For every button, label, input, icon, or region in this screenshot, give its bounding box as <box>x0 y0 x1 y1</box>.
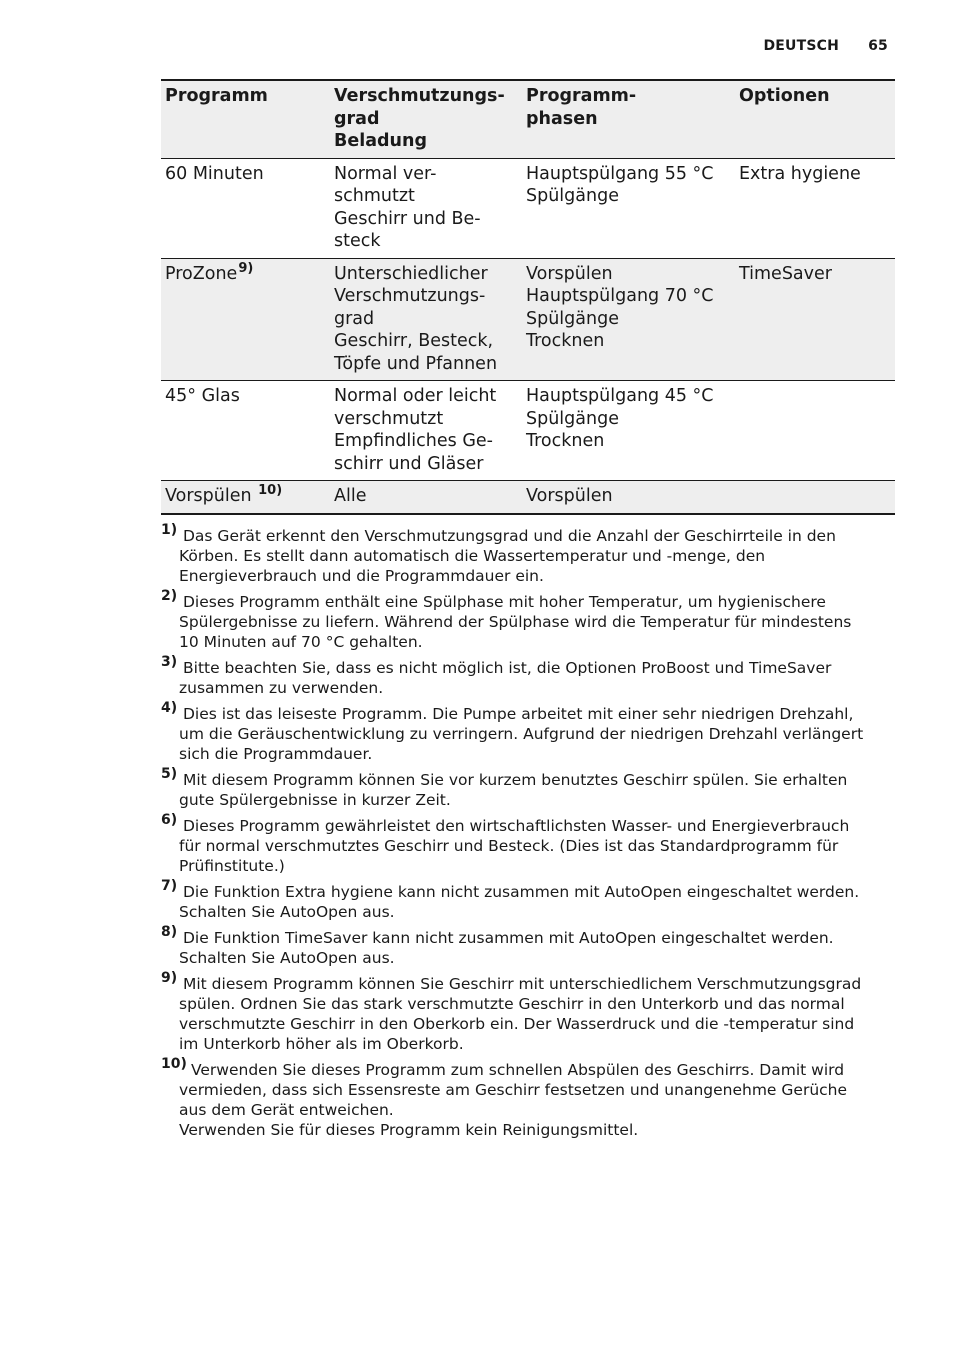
cell-soil: Alle <box>334 486 367 506</box>
page-header <box>763 38 888 54</box>
cell-options <box>735 381 895 481</box>
footnote-number: 5) <box>161 766 178 782</box>
footnote-text: Verwenden Sie dieses Programm zum schnellen Abspülen des Geschirrs. Damit wird vermieden, dass sich Essensreste am Geschirr festsetzen und unangenehme Gerüche aus dem Gerät entweichen. Verwenden Sie für dieses Programm kein Reinigungsmittel. <box>179 1061 848 1139</box>
table-row <box>161 158 895 258</box>
cell-phases: Vorspülen Hauptspülgang 70 °C Spülgänge Trocknen <box>526 263 714 351</box>
col-header-soil: Verschmutzungs- grad Beladung <box>334 86 505 151</box>
cell-program <box>161 158 330 258</box>
page-number: 65 <box>868 38 888 54</box>
program-name: ProZone <box>165 263 238 284</box>
footnote-text: Bitte beachten Sie, dass es nicht möglich ist, die Optionen ProBoost und TimeSaver zusammen zu verwenden. <box>179 659 832 697</box>
cell-options: Extra hygiene <box>739 163 861 184</box>
col-header-program: Programm <box>165 86 268 106</box>
footnote <box>161 522 891 586</box>
program-name: Vorspülen <box>165 486 258 506</box>
table-header-row <box>161 80 895 158</box>
cell-soil: Normal oder leicht verschmutzt Empfindliches Ge- schirr und Gläser <box>334 386 497 474</box>
footnote <box>161 654 891 698</box>
footnote-number: 2) <box>161 588 178 604</box>
cell-phases: Vorspülen <box>526 486 613 506</box>
footnote <box>161 766 891 810</box>
footnote-number: 10) <box>161 1056 187 1072</box>
footnote-text: Die Funktion Extra hygiene kann nicht zusammen mit AutoOpen eingeschaltet werden. Schalten Sie AutoOpen aus. <box>179 883 860 921</box>
table-row <box>161 381 895 481</box>
footnote-text: Dieses Programm enthält eine Spülphase mit hoher Temperatur, um hygienischere Spülergebnisse zu liefern. Während der Spülphase wird die Temperatur für mindestens 10 Minuten auf 70 °C gehalten. <box>179 593 852 651</box>
cell-program <box>161 258 330 381</box>
program-name: 45° Glas <box>165 386 240 406</box>
footnote <box>161 588 891 652</box>
cell-soil: Normal ver- schmutzt Geschirr und Be- steck <box>334 163 481 251</box>
footnote <box>161 878 891 922</box>
cell-program <box>161 481 330 514</box>
footnote-text: Mit diesem Programm können Sie vor kurzem benutztes Geschirr spülen. Sie erhalten gute Spülergebnisse in kurzer Zeit. <box>179 771 848 809</box>
cell-options: TimeSaver <box>739 263 832 284</box>
footnote-number: 8) <box>161 924 178 940</box>
footnotes <box>161 522 891 1146</box>
footnote-number: 9) <box>161 970 178 986</box>
cell-phases: Hauptspülgang 55 °C Spülgänge <box>526 163 714 206</box>
program-name: 60 Minuten <box>165 163 264 184</box>
footnote-number: 7) <box>161 878 178 894</box>
footnote-text: Dies ist das leiseste Programm. Die Pumpe arbeitet mit einer sehr niedrigen Drehzahl, um die Geräuschentwicklung zu verringern. Aufgrund der niedrigen Drehzahl verlängert sich die Programmdauer. <box>179 705 864 763</box>
col-header-phases: Programm- phasen <box>526 86 637 129</box>
footnote-ref: 9) <box>238 260 254 276</box>
footnote <box>161 924 891 968</box>
footnote <box>161 812 891 876</box>
footnote-text: Dieses Programm gewährleistet den wirtschaftlichsten Wasser- und Energieverbrauch für normal verschmutztes Geschirr und Besteck. (Dies ist das Standardprogramm für Prüfinstitute.) <box>179 817 850 875</box>
footnote-ref: 10) <box>258 483 283 498</box>
cell-soil: Unterschiedlicher Verschmutzungs- grad Geschirr, Besteck, Töpfe und Pfannen <box>334 263 498 374</box>
footnote <box>161 970 891 1054</box>
footnote-number: 4) <box>161 700 178 716</box>
footnote-text: Die Funktion TimeSaver kann nicht zusammen mit AutoOpen eingeschaltet werden. Schalten Sie AutoOpen aus. <box>179 929 834 967</box>
footnote-number: 1) <box>161 522 178 538</box>
col-header-options: Optionen <box>739 86 830 106</box>
footnote-number: 6) <box>161 812 178 828</box>
footnote-text: Mit diesem Programm können Sie Geschirr mit unterschiedlichem Verschmutzungsgrad spülen. Ordnen Sie das stark verschmutzte Geschirr in den Unterkorb und das normal verschmutzte Geschirr in den Oberkorb ein. Der Wasserdruck und die -temperatur sind im Unterkorb höher als im Oberkorb. <box>179 975 862 1053</box>
header-language: DEUTSCH <box>763 38 840 54</box>
cell-program <box>161 381 330 481</box>
cell-options <box>735 481 895 514</box>
footnote <box>161 1056 891 1140</box>
table-row <box>161 481 895 514</box>
cell-phases: Hauptspülgang 45 °C Spülgänge Trocknen <box>526 386 714 451</box>
footnote-text: Das Gerät erkennt den Verschmutzungsgrad und die Anzahl der Geschirrteile in den Körben. Es stellt dann automatisch die Wassertemperatur und -menge, den Energieverbrauch und die Programmdauer ein. <box>179 527 836 585</box>
table-row <box>161 258 895 381</box>
footnote-number: 3) <box>161 654 178 670</box>
program-table <box>161 79 895 515</box>
footnote <box>161 700 891 764</box>
